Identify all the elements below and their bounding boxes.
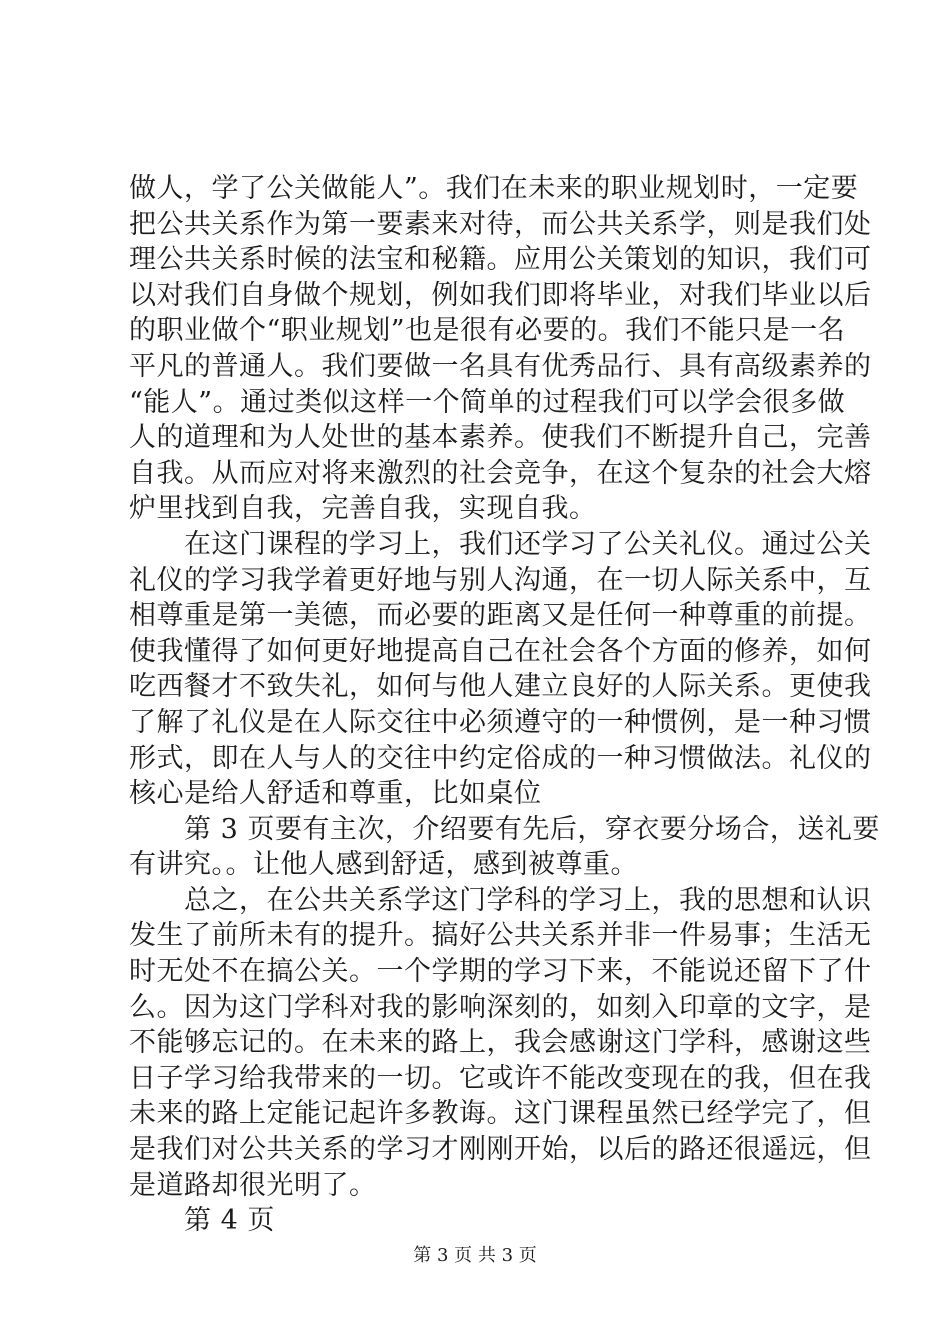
text-line: 未来的路上定能记起许多教诲。这门课程虽然已经学完了，但 bbox=[129, 1098, 872, 1130]
text-line: 炉里找到自我，完善自我，实现自我。 bbox=[129, 493, 597, 525]
text-line: 吃西餐才不致失礼，如何与他人建立良好的人际关系。更使我 bbox=[129, 671, 872, 703]
text-line: 总之，在公共关系学这门学科的学习上，我的思想和认识 bbox=[129, 884, 872, 916]
text-line: 人的道理和为人处世的基本素养。使我们不断提升自己，完善 bbox=[129, 422, 872, 454]
document-body bbox=[129, 171, 880, 1239]
text-line: 形式，即在人与人的交往中约定俗成的一种习惯做法。礼仪的 bbox=[129, 742, 872, 774]
text-line: 做人，学了公关做能人”。我们在未来的职业规划时，一定要 bbox=[129, 173, 859, 204]
text-line: 的职业做个“职业规划”也是很有必要的。我们不能只是一名 bbox=[129, 315, 846, 347]
text-line: 发生了前所未有的提升。搞好公共关系并非一件易事；生活无 bbox=[129, 920, 872, 952]
text-line: 时无处不在搞公关。一个学期的学习下来，不能说还留下了什 bbox=[129, 956, 872, 988]
text-line: 平凡的普通人。我们要做一名具有优秀品行、具有高级素养的 bbox=[129, 350, 872, 382]
text-line: 日子学习给我带来的一切。它或许不能改变现在的我，但在我 bbox=[129, 1062, 872, 1094]
text-line: 使我懂得了如何更好地提高自己在社会各个方面的修养，如何 bbox=[129, 635, 872, 667]
text-line: 理公共关系时候的法宝和秘籍。应用公关策划的知识，我们可 bbox=[129, 244, 872, 276]
text-line: 有讲究。。让他人感到舒适，感到被尊重。 bbox=[129, 849, 638, 881]
text-line: 核心是给人舒适和尊重，比如桌位 bbox=[129, 778, 542, 810]
text-line: 在这门课程的学习上，我们还学习了公关礼仪。通过公关 bbox=[129, 528, 872, 560]
text-line: 以对我们自身做个规划，例如我们即将毕业，对我们毕业以后 bbox=[129, 279, 872, 311]
page-footer: 第 3 页 共 3 页 bbox=[413, 1245, 537, 1266]
text-line: 礼仪的学习我学着更好地与别人沟通，在一切人际关系中，互 bbox=[129, 564, 872, 596]
text-line: 第 3 页要有主次，介绍要有先后，穿衣要分场合，送礼要 bbox=[129, 813, 880, 845]
text-line: 把公共关系作为第一要素来对待，而公共关系学，则是我们处 bbox=[129, 208, 872, 240]
text-line: 了解了礼仪是在人际交往中必须遵守的一种惯例，是一种习惯 bbox=[129, 706, 872, 738]
text-line: 不能够忘记的。在未来的路上，我会感谢这门学科，感谢这些 bbox=[129, 1027, 872, 1059]
text-line: 是我们对公共关系的学习才刚刚开始，以后的路还很遥远，但 bbox=[129, 1134, 872, 1166]
text-line: 自我。从而应对将来激烈的社会竞争，在这个复杂的社会大熔 bbox=[129, 457, 872, 489]
text-line: 是道路却很光明了。 bbox=[129, 1169, 377, 1201]
text-line: 第 4 页 bbox=[129, 1205, 275, 1237]
text-line: 相尊重是第一美德，而必要的距离又是任何一种尊重的前提。 bbox=[129, 600, 872, 632]
text-line: “能人”。通过类似这样一个简单的过程我们可以学会很多做 bbox=[129, 386, 846, 418]
text-line: 么。因为这门学科对我的影响深刻的，如刻入印章的文字，是 bbox=[129, 991, 872, 1023]
